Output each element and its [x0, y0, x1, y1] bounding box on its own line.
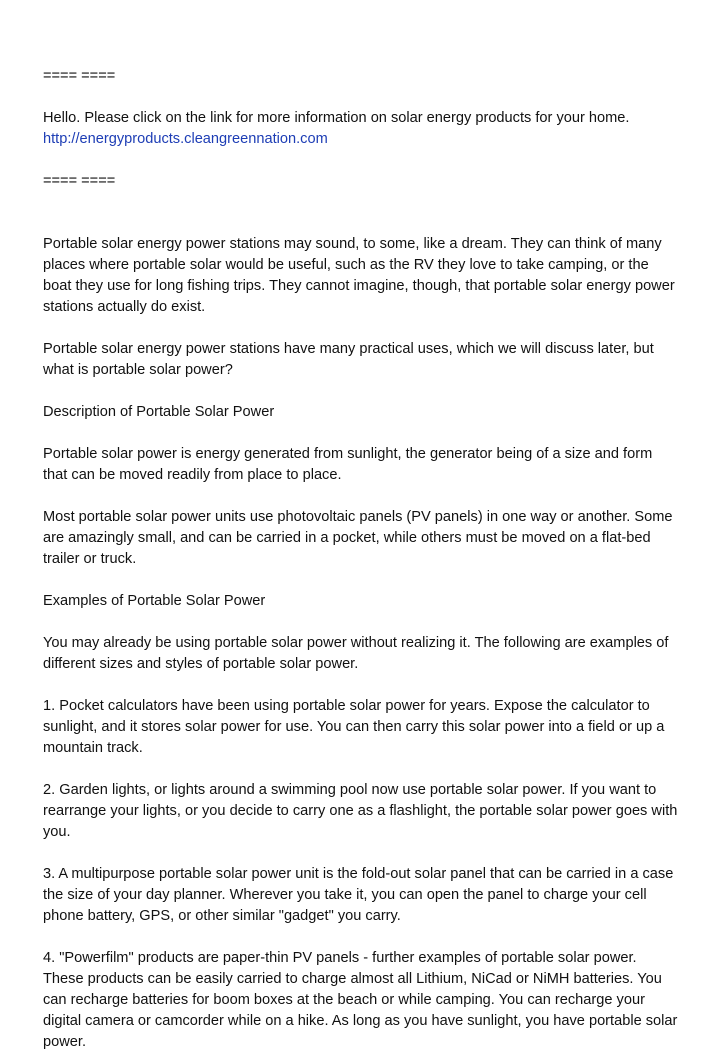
info-link[interactable]: http://energyproducts.cleangreennation.com [43, 131, 328, 147]
section-heading-description: Description of Portable Solar Power [43, 404, 275, 420]
paragraph-intro-dream [43, 234, 693, 318]
text-line: trailer or truck. [43, 551, 137, 567]
text-line: 4. "Powerfilm" products are paper-thin PV panels - further examples of portable solar power. [43, 950, 637, 966]
text-line: power. [43, 1034, 86, 1050]
text-line: phone battery, GPS, or other similar "gadget" you carry. [43, 908, 401, 924]
list-item-garden-lights [43, 780, 693, 843]
document-page [43, 66, 693, 1053]
list-item-fold-out-panel [43, 864, 693, 927]
separator-bottom: ==== ==== [43, 173, 116, 189]
text-line: 1. Pocket calculators have been using portable solar power for years. Expose the calculator to [43, 698, 650, 714]
paragraph-definition [43, 444, 693, 486]
text-line: the size of your day planner. Wherever you take it, you can open the panel to charge your cell [43, 887, 647, 903]
text-line: sunlight, and it stores solar power for use. You can then carry this solar power into a field or up a [43, 719, 665, 735]
text-line: mountain track. [43, 740, 143, 756]
paragraph-examples-intro [43, 633, 693, 675]
text-line: are amazingly small, and can be carried in a pocket, while others must be moved on a flat-bed [43, 530, 651, 546]
intro-text: Hello. Please click on the link for more information on solar energy products for your home. [43, 110, 630, 126]
text-line: 2. Garden lights, or lights around a swimming pool now use portable solar power. If you want to [43, 782, 657, 798]
list-item-powerfilm [43, 948, 693, 1053]
text-line: digital camera or camcorder while on a hike. As long as you have sunlight, you have portable solar [43, 1013, 678, 1029]
text-line: can recharge batteries for boom boxes at the beach or while camping. You can recharge your [43, 992, 645, 1008]
text-line: Portable solar power is energy generated from sunlight, the generator being of a size and form [43, 446, 653, 462]
text-line: boat they use for long fishing trips. They cannot imagine, though, that portable solar energy power [43, 278, 675, 294]
intro-paragraph [43, 108, 693, 150]
text-line: You may already be using portable solar power without realizing it. The following are examples of [43, 635, 669, 651]
list-item-calculators [43, 696, 693, 759]
text-line: Most portable solar power units use photovoltaic panels (PV panels) in one way or another. Some [43, 509, 673, 525]
text-line: Portable solar energy power stations may sound, to some, like a dream. They can think of many [43, 236, 662, 252]
paragraph-pv-panels [43, 507, 693, 570]
text-line: places where portable solar would be useful, such as the RV they love to take camping, or the [43, 257, 649, 273]
paragraph-practical-uses [43, 339, 693, 381]
text-line: that can be moved readily from place to place. [43, 467, 342, 483]
text-line: different sizes and styles of portable solar power. [43, 656, 359, 672]
text-line: what is portable solar power? [43, 362, 233, 378]
text-line: rearrange your lights, or you decide to carry one as a flashlight, the portable solar power goes with [43, 803, 678, 819]
section-heading-examples: Examples of Portable Solar Power [43, 593, 266, 609]
text-line: stations actually do exist. [43, 299, 206, 315]
text-line: Portable solar energy power stations have many practical uses, which we will discuss later, but [43, 341, 654, 357]
text-line: 3. A multipurpose portable solar power unit is the fold-out solar panel that can be carried in a case [43, 866, 674, 882]
separator-top: ==== ==== [43, 68, 116, 84]
text-line: These products can be easily carried to charge almost all Lithium, NiCad or NiMH batteries. You [43, 971, 662, 987]
text-line: you. [43, 824, 71, 840]
